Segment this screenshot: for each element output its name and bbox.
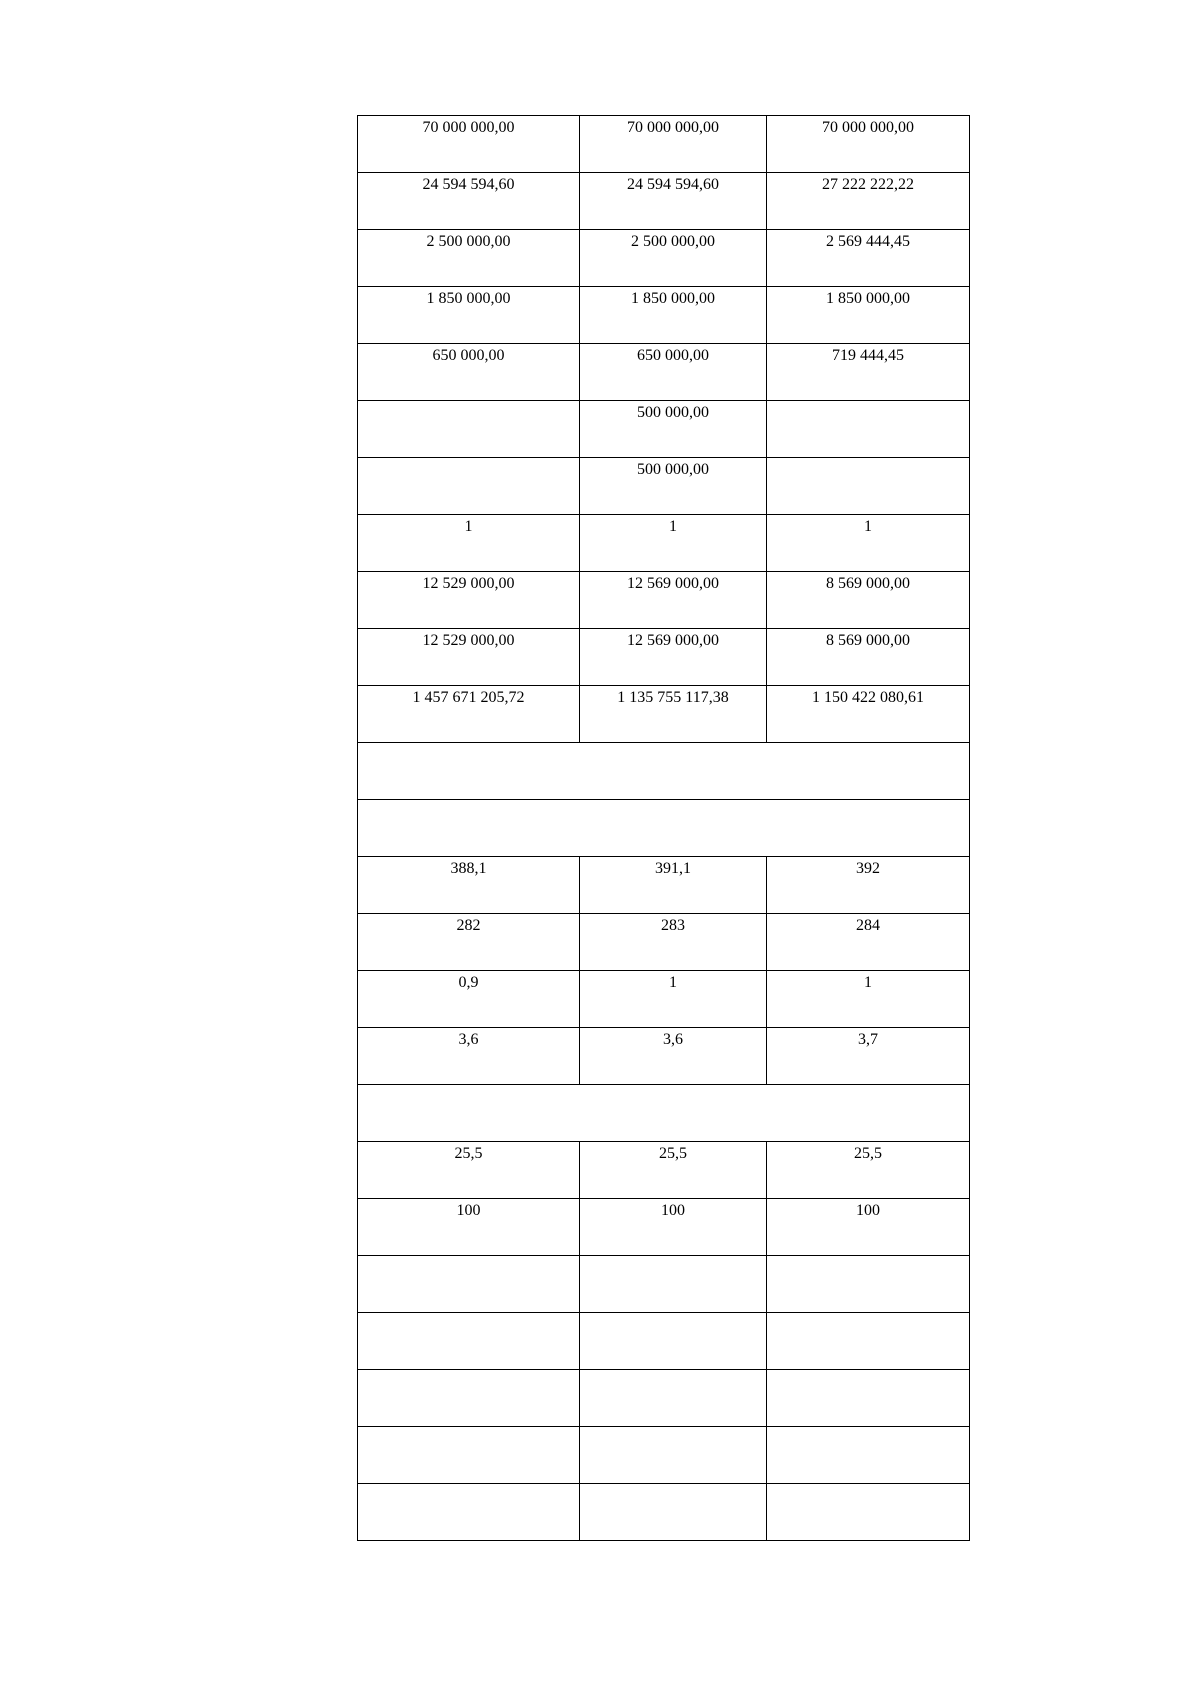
table-cell (767, 1199, 970, 1256)
table-cell (358, 1028, 580, 1085)
cell-text: 2 500 000,00 (426, 233, 511, 250)
cell-text: 2 569 444,45 (826, 233, 910, 250)
table-cell (767, 1484, 970, 1541)
table-cell (580, 116, 767, 173)
table-cell (767, 1028, 970, 1085)
table-cell-merged (358, 800, 970, 857)
table-cell (358, 116, 580, 173)
table-cell (358, 230, 580, 287)
table-row (358, 743, 970, 800)
table-row (358, 1256, 970, 1313)
cell-text: 12 569 000,00 (627, 575, 719, 592)
cell-text: 3,6 (458, 1031, 479, 1048)
table-cell (358, 401, 580, 458)
cell-text (767, 1370, 969, 1374)
cell-text: 282 (456, 917, 481, 934)
table-cell (767, 401, 970, 458)
cell-text (358, 1427, 579, 1431)
cell-text: 1 (669, 518, 677, 535)
table-row (358, 344, 970, 401)
table-cell (358, 458, 580, 515)
cell-text (358, 1484, 579, 1488)
table-cell (767, 1370, 970, 1427)
cell-text (767, 1313, 969, 1317)
cell-text: 391,1 (655, 860, 691, 877)
table-cell (580, 458, 767, 515)
table-cell (767, 1427, 970, 1484)
cell-text (767, 458, 969, 462)
cell-text: 8 569 000,00 (826, 632, 910, 649)
cell-text (358, 800, 969, 804)
cell-text: 1 150 422 080,61 (812, 689, 924, 706)
cell-text: 1 (864, 974, 872, 991)
table-cell (358, 1256, 580, 1313)
table-row (358, 515, 970, 572)
table-cell (358, 1313, 580, 1370)
cell-text: 1 850 000,00 (426, 290, 511, 307)
table-row (358, 458, 970, 515)
cell-text: 719 444,45 (832, 347, 904, 364)
table-cell (580, 1142, 767, 1199)
cell-text: 284 (856, 917, 880, 934)
table-cell (580, 1370, 767, 1427)
table-row (358, 116, 970, 173)
table-cell-merged (358, 1085, 970, 1142)
table-row (358, 1199, 970, 1256)
table-row (358, 1085, 970, 1142)
cell-text: 25,5 (454, 1145, 483, 1162)
table-cell (767, 173, 970, 230)
table-cell (767, 515, 970, 572)
cell-text (358, 1085, 969, 1089)
table-cell (767, 686, 970, 743)
table-cell (580, 401, 767, 458)
cell-text (358, 1370, 579, 1374)
table-cell (767, 287, 970, 344)
cell-text (580, 1313, 766, 1317)
table-cell (767, 458, 970, 515)
table-cell (358, 629, 580, 686)
table-row (358, 1427, 970, 1484)
table-row (358, 1313, 970, 1370)
cell-text (580, 1370, 766, 1374)
cell-text: 283 (661, 917, 685, 934)
table-cell (580, 344, 767, 401)
table-row (358, 401, 970, 458)
table-row (358, 572, 970, 629)
table-row (358, 800, 970, 857)
table-cell (580, 1256, 767, 1313)
table-row (358, 173, 970, 230)
cell-text: 3,7 (858, 1031, 878, 1048)
table-cell (580, 287, 767, 344)
cell-text: 1 457 671 205,72 (412, 689, 525, 706)
table-row (358, 971, 970, 1028)
cell-text (767, 1484, 969, 1488)
cell-text: 24 594 594,60 (422, 176, 515, 193)
table-cell (358, 173, 580, 230)
table-row (358, 1028, 970, 1085)
cell-text (358, 743, 969, 747)
cell-text: 100 (456, 1202, 481, 1219)
cell-text (358, 401, 579, 405)
table-cell (767, 857, 970, 914)
table-cell (767, 1313, 970, 1370)
cell-text: 1 135 755 117,38 (617, 689, 729, 706)
cell-text: 27 222 222,22 (822, 176, 914, 193)
cell-text: 392 (856, 860, 880, 877)
table-cell (580, 1199, 767, 1256)
cell-text: 1 (669, 974, 677, 991)
cell-text: 2 500 000,00 (631, 233, 715, 250)
table-cell (358, 344, 580, 401)
table-cell (580, 572, 767, 629)
table-cell (580, 1484, 767, 1541)
table-cell (767, 1142, 970, 1199)
table-cell (580, 173, 767, 230)
table-cell (358, 686, 580, 743)
cell-text: 25,5 (854, 1145, 882, 1162)
table-cell (580, 629, 767, 686)
table-cell (358, 515, 580, 572)
table-cell (580, 971, 767, 1028)
table-row (358, 230, 970, 287)
cell-text: 650 000,00 (432, 347, 505, 364)
table-cell (580, 1313, 767, 1370)
table-cell (580, 914, 767, 971)
table-cell (767, 629, 970, 686)
cell-text: 0,9 (458, 974, 479, 991)
table-cell (358, 572, 580, 629)
cell-text: 1 850 000,00 (826, 290, 910, 307)
table-cell-merged (358, 743, 970, 800)
cell-text (767, 1427, 969, 1431)
cell-text (358, 1256, 579, 1260)
table-cell (767, 230, 970, 287)
cell-text: 500 000,00 (637, 404, 709, 421)
cell-text (358, 458, 579, 462)
table-cell (580, 857, 767, 914)
cell-text: 8 569 000,00 (826, 575, 910, 592)
data-table (357, 115, 970, 1541)
table-cell (358, 1427, 580, 1484)
cell-text: 1 (864, 518, 872, 535)
table-cell (767, 914, 970, 971)
table-cell (767, 572, 970, 629)
cell-text: 70 000 000,00 (822, 119, 914, 136)
table-cell (358, 1142, 580, 1199)
cell-text: 650 000,00 (637, 347, 709, 364)
table-body (358, 116, 970, 1541)
table-row (358, 1370, 970, 1427)
cell-text: 70 000 000,00 (422, 119, 515, 136)
cell-text: 500 000,00 (637, 461, 709, 478)
cell-text: 12 529 000,00 (422, 575, 515, 592)
cell-text (580, 1484, 766, 1488)
cell-text: 24 594 594,60 (627, 176, 719, 193)
table-row (358, 629, 970, 686)
table-cell (358, 914, 580, 971)
cell-text: 70 000 000,00 (627, 119, 719, 136)
table-cell (358, 1370, 580, 1427)
cell-text: 388,1 (450, 860, 487, 877)
cell-text (767, 401, 969, 405)
table-cell (767, 344, 970, 401)
table-cell (767, 116, 970, 173)
cell-text: 100 (856, 1202, 880, 1219)
table-cell (580, 1427, 767, 1484)
table-cell (358, 1484, 580, 1541)
cell-text: 100 (661, 1202, 685, 1219)
table-cell (580, 1028, 767, 1085)
cell-text: 1 (464, 518, 473, 535)
table-row (358, 686, 970, 743)
table-cell (358, 857, 580, 914)
cell-text: 3,6 (663, 1031, 683, 1048)
table-cell (580, 515, 767, 572)
cell-text: 25,5 (659, 1145, 687, 1162)
table-row (358, 857, 970, 914)
cell-text (358, 1313, 579, 1317)
table-cell (767, 971, 970, 1028)
table-row (358, 1142, 970, 1199)
table-row (358, 914, 970, 971)
cell-text: 12 569 000,00 (627, 632, 719, 649)
cell-text (580, 1427, 766, 1431)
table-cell (358, 1199, 580, 1256)
table-cell (580, 686, 767, 743)
cell-text (767, 1256, 969, 1260)
table-row (358, 1484, 970, 1541)
table-cell (767, 1256, 970, 1313)
table-cell (358, 971, 580, 1028)
cell-text: 1 850 000,00 (631, 290, 715, 307)
table-cell (358, 287, 580, 344)
table-row (358, 287, 970, 344)
table-cell (580, 230, 767, 287)
cell-text: 12 529 000,00 (422, 632, 515, 649)
cell-text (580, 1256, 766, 1260)
